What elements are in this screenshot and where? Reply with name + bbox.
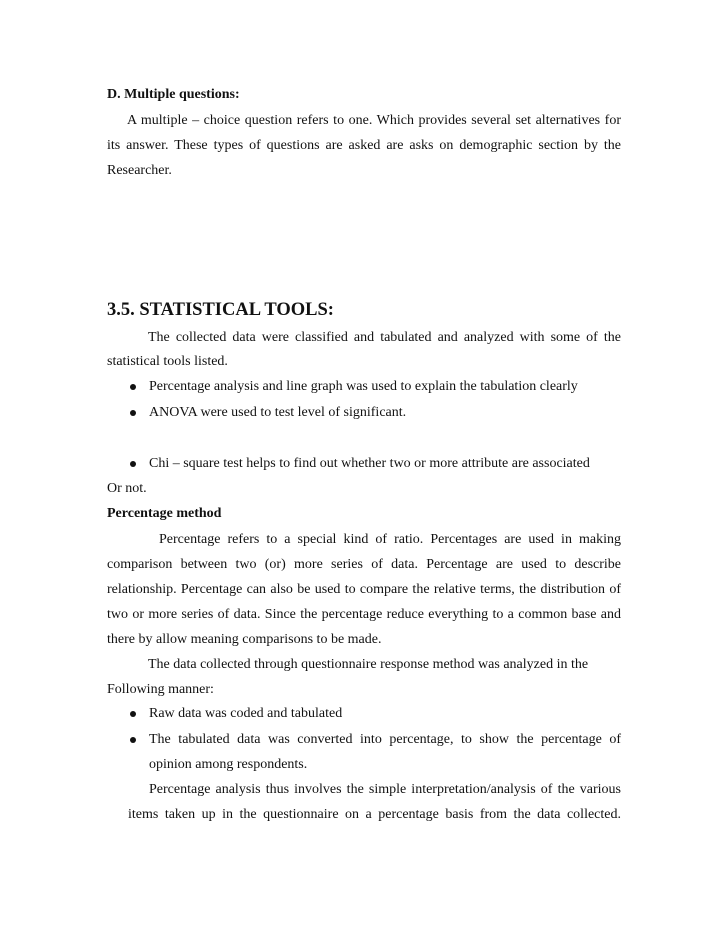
section-d-line-1: A multiple – choice question refers to one. Which provides several set alternatives for (127, 113, 621, 128)
tools-bullet-2: ANOVA were used to test level of significant. (149, 405, 407, 420)
bullet-icon (130, 384, 136, 390)
manner-bullet-1: Raw data was coded and tabulated (149, 706, 343, 721)
bullet-icon (130, 711, 136, 717)
percentage-para-line-4: two or more series of data. Since the percentage reduce everything to a common base and (107, 607, 621, 622)
section-35-intro-line-2: statistical tools listed. (107, 354, 228, 369)
percentage-para3-line-2: items taken up in the questionnaire on a percentage basis from the data collected. (128, 807, 621, 822)
bullet-icon (130, 461, 136, 467)
percentage-method-heading: Percentage method (107, 506, 222, 521)
percentage-para-line-3: relationship. Percentage can also be used to compare the relative terms, the distribution of (107, 582, 621, 597)
section-d-line-2: its answer. These types of questions are asked are asks on demographic section by the (107, 138, 621, 153)
section-35-heading: 3.5. STATISTICAL TOOLS: (107, 300, 334, 320)
percentage-para3-line-1: Percentage analysis thus involves the simple interpretation/analysis of the various (149, 782, 621, 797)
percentage-para2-line-1: The data collected through questionnaire response method was analyzed in the (148, 657, 589, 672)
percentage-para-line-5: there by allow meaning comparisons to be made. (107, 632, 382, 647)
section-35-intro-line-1: The collected data were classified and tabulated and analyzed with some of the (148, 330, 621, 345)
percentage-para-line-1: Percentage refers to a special kind of ratio. Percentages are used in making (159, 532, 621, 547)
bullet-icon (130, 410, 136, 416)
section-d-line-3: Researcher. (107, 163, 172, 178)
manner-bullet-2-continuation: opinion among respondents. (149, 757, 308, 772)
percentage-para-line-2: comparison between two (or) more series of data. Percentage are used to describe (107, 557, 621, 572)
bullet-icon (130, 737, 136, 743)
tools-bullet-3-continuation: Or not. (107, 481, 147, 496)
tools-bullet-3: Chi – square test helps to find out whether two or more attribute are associated (149, 456, 590, 471)
tools-bullet-1: Percentage analysis and line graph was used to explain the tabulation clearly (149, 379, 578, 394)
percentage-para2-line-2: Following manner: (107, 682, 214, 697)
section-d-heading: D. Multiple questions: (107, 87, 240, 102)
manner-bullet-2: The tabulated data was converted into percentage, to show the percentage of (149, 732, 621, 747)
